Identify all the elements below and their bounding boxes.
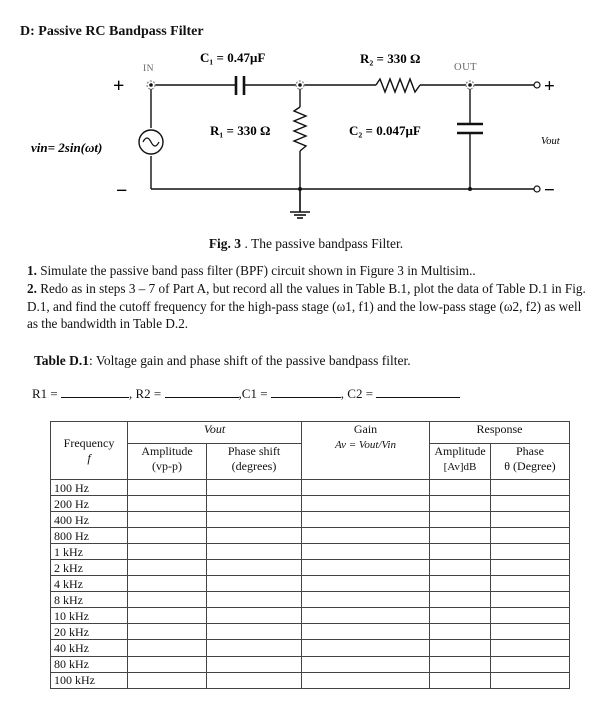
r1-value-blank[interactable] (61, 385, 129, 398)
entry-cell[interactable] (207, 496, 302, 512)
entry-cell[interactable] (430, 496, 491, 512)
instruction-2-text: Redo as in steps 3 – 7 of Part A, but record all the values in Table B.1, plot the data of Table D.1 in Fig. D.1, and find the cutoff frequency for the high-pass stage (ω1, f1) and the low-pass stage (ω2, f2) as well as the bandwidth in Table D.2. (27, 281, 586, 332)
entry-cell[interactable] (302, 576, 430, 592)
entry-cell[interactable] (430, 576, 491, 592)
instruction-1-text: Simulate the passive band pass filter (BPF) circuit shown in Figure 3 in Multisim.. (36, 263, 476, 278)
frequency-cell: 80 kHz (51, 656, 128, 672)
c2-ground-dot (468, 187, 472, 191)
vout-minus-terminal (534, 186, 540, 192)
entry-cell[interactable] (207, 624, 302, 640)
entry-cell[interactable] (302, 560, 430, 576)
ground-junction-dot (298, 187, 302, 191)
header-gain-formula: Av = Vout/Vin (335, 439, 396, 451)
frequency-cell: 20 kHz (51, 624, 128, 640)
entry-cell[interactable] (128, 640, 207, 656)
instruction-1-number: 1. (27, 263, 37, 278)
header-frequency (51, 422, 128, 480)
in-node-dot (149, 83, 153, 87)
entry-cell[interactable] (430, 560, 491, 576)
entry-cell[interactable] (207, 576, 302, 592)
instruction-1 (27, 262, 476, 280)
header-vout-label: Vout (203, 422, 226, 436)
table-row (51, 608, 570, 624)
entry-cell[interactable] (128, 608, 207, 624)
entry-cell[interactable] (430, 608, 491, 624)
entry-cell[interactable] (128, 480, 207, 496)
entry-cell[interactable] (430, 512, 491, 528)
table-row (51, 560, 570, 576)
frequency-cell: 100 Hz (51, 480, 128, 496)
entry-cell[interactable] (207, 672, 302, 688)
vout-plus-terminal (534, 82, 540, 88)
c2-value-blank[interactable] (376, 385, 460, 398)
entry-cell[interactable] (491, 608, 570, 624)
entry-cell[interactable] (430, 528, 491, 544)
table-title-label: Table D.1 (34, 353, 90, 368)
entry-cell[interactable] (128, 624, 207, 640)
entry-cell[interactable] (207, 640, 302, 656)
entry-cell[interactable] (491, 672, 570, 688)
figure-caption-text: . The passive bandpass Filter. (241, 236, 404, 251)
frequency-cell: 400 Hz (51, 512, 128, 528)
entry-cell[interactable] (430, 624, 491, 640)
header-amplitude-db (430, 444, 491, 480)
plus-right-label: + (544, 76, 555, 97)
instruction-2 (27, 280, 587, 333)
frequency-cell: 200 Hz (51, 496, 128, 512)
entry-cell[interactable] (302, 592, 430, 608)
r2-value-blank[interactable] (165, 385, 239, 398)
entry-cell[interactable] (430, 480, 491, 496)
instruction-2-number: 2. (27, 281, 37, 296)
entry-cell[interactable] (491, 544, 570, 560)
header-vpp: (vp-p) (152, 459, 182, 473)
entry-cell[interactable] (491, 560, 570, 576)
frequency-cell: 100 kHz (51, 672, 128, 688)
table-row (51, 480, 570, 496)
entry-cell[interactable] (128, 672, 207, 688)
c1-label: C₁ = 0.47μF (200, 50, 266, 65)
r2-label: R₂ = 330 Ω (360, 51, 421, 66)
table-row (51, 512, 570, 528)
entry-cell[interactable] (207, 560, 302, 576)
header-gain-label: Gain (353, 422, 378, 436)
entry-cell[interactable] (430, 672, 491, 688)
entry-cell[interactable] (491, 592, 570, 608)
entry-cell[interactable] (302, 544, 430, 560)
minus-left-label: − (116, 180, 128, 202)
table-row (51, 640, 570, 656)
header-phase-shift (207, 444, 302, 480)
header-frequency-symbol: f (87, 450, 91, 465)
bandpass-circuit-diagram (0, 0, 612, 232)
out-node-dot (468, 83, 472, 87)
entry-cell[interactable] (128, 592, 207, 608)
entry-cell[interactable] (491, 576, 570, 592)
entry-cell[interactable] (302, 480, 430, 496)
table-row (51, 528, 570, 544)
header-vout (128, 422, 302, 444)
header-frequency-label: Frequency (63, 435, 115, 450)
entry-cell[interactable] (302, 496, 430, 512)
header-amplitude-label: Amplitude (141, 444, 193, 458)
entry-cell[interactable] (430, 592, 491, 608)
entry-cell[interactable] (128, 576, 207, 592)
entry-cell[interactable] (302, 656, 430, 672)
frequency-cell: 8 kHz (51, 592, 128, 608)
frequency-cell: 2 kHz (51, 560, 128, 576)
r2-value-label: , R2 = (129, 386, 165, 401)
ground-icon (290, 212, 310, 218)
entry-cell[interactable] (302, 608, 430, 624)
table-title-text: : Voltage gain and phase shift of the passive bandpass filter. (89, 353, 411, 368)
c2-value-label: , C2 = (340, 386, 377, 401)
entry-cell[interactable] (128, 560, 207, 576)
entry-cell[interactable] (491, 624, 570, 640)
entry-cell[interactable] (128, 544, 207, 560)
entry-cell[interactable] (491, 640, 570, 656)
entry-cell[interactable] (302, 672, 430, 688)
figure-caption (0, 236, 612, 252)
table-row (51, 544, 570, 560)
entry-cell[interactable] (128, 528, 207, 544)
entry-cell[interactable] (302, 528, 430, 544)
header-phase-label: Phase (516, 444, 544, 458)
entry-cell[interactable] (491, 480, 570, 496)
minus-right-label: − (544, 180, 555, 201)
table-row (51, 624, 570, 640)
vout-label: Vout (541, 136, 560, 147)
r1-label: R₁ = 330 Ω (210, 123, 271, 138)
entry-cell[interactable] (128, 496, 207, 512)
c1-value-label: ,C1 = (238, 386, 271, 401)
entry-cell[interactable] (128, 512, 207, 528)
entry-cell[interactable] (491, 512, 570, 528)
voltage-gain-table (50, 421, 570, 689)
header-response-label: Response (476, 422, 523, 436)
out-label: OUT (454, 62, 478, 73)
entry-cell[interactable] (207, 656, 302, 672)
frequency-cell: 10 kHz (51, 608, 128, 624)
entry-cell[interactable] (491, 656, 570, 672)
table-row (51, 656, 570, 672)
frequency-cell: 40 kHz (51, 640, 128, 656)
r1-value-label: R1 = (32, 386, 62, 401)
entry-cell[interactable] (491, 528, 570, 544)
header-degrees: (degrees) (231, 459, 277, 473)
entry-cell[interactable] (430, 544, 491, 560)
r2-resistor-symbol (376, 79, 420, 92)
entry-cell[interactable] (302, 640, 430, 656)
entry-cell[interactable] (207, 480, 302, 496)
frequency-cell: 800 Hz (51, 528, 128, 544)
entry-cell[interactable] (430, 640, 491, 656)
entry-cell[interactable] (207, 608, 302, 624)
table-title (34, 353, 411, 369)
figure-number: Fig. 3 (208, 236, 242, 251)
header-response (430, 422, 570, 444)
table-row (51, 592, 570, 608)
entry-cell[interactable] (207, 512, 302, 528)
r1-resistor-symbol (294, 107, 306, 151)
in-label: IN (143, 64, 155, 74)
entry-cell[interactable] (207, 544, 302, 560)
entry-cell[interactable] (207, 528, 302, 544)
table-row (51, 672, 570, 688)
header-amplitude-db-label: Amplitude (434, 444, 486, 458)
junction-node-dot (298, 83, 302, 87)
plus-left-label: + (113, 75, 125, 97)
table-row (51, 496, 570, 512)
header-gain (302, 422, 430, 480)
entry-cell[interactable] (491, 496, 570, 512)
entry-cell[interactable] (207, 592, 302, 608)
header-phase-shift-label: Phase shift (227, 444, 281, 458)
table-row (51, 576, 570, 592)
component-values-line (32, 385, 460, 402)
vin-label: vin= 2sin(ωt) (31, 140, 103, 155)
header-amplitude (128, 444, 207, 480)
entry-cell[interactable] (430, 656, 491, 672)
header-phase-degree: θ (Degree) (504, 459, 556, 473)
section-title: D: Passive RC Bandpass Filter (20, 24, 204, 39)
c1-value-blank[interactable] (271, 385, 341, 398)
c2-label: C₂ = 0.047μF (349, 123, 421, 138)
frequency-cell: 1 kHz (51, 544, 128, 560)
entry-cell[interactable] (302, 624, 430, 640)
table-body (51, 480, 570, 689)
frequency-cell: 4 kHz (51, 576, 128, 592)
header-phase (491, 444, 570, 480)
entry-cell[interactable] (302, 512, 430, 528)
entry-cell[interactable] (128, 656, 207, 672)
header-amplitude-db-unit: [Av]dB (443, 461, 477, 473)
